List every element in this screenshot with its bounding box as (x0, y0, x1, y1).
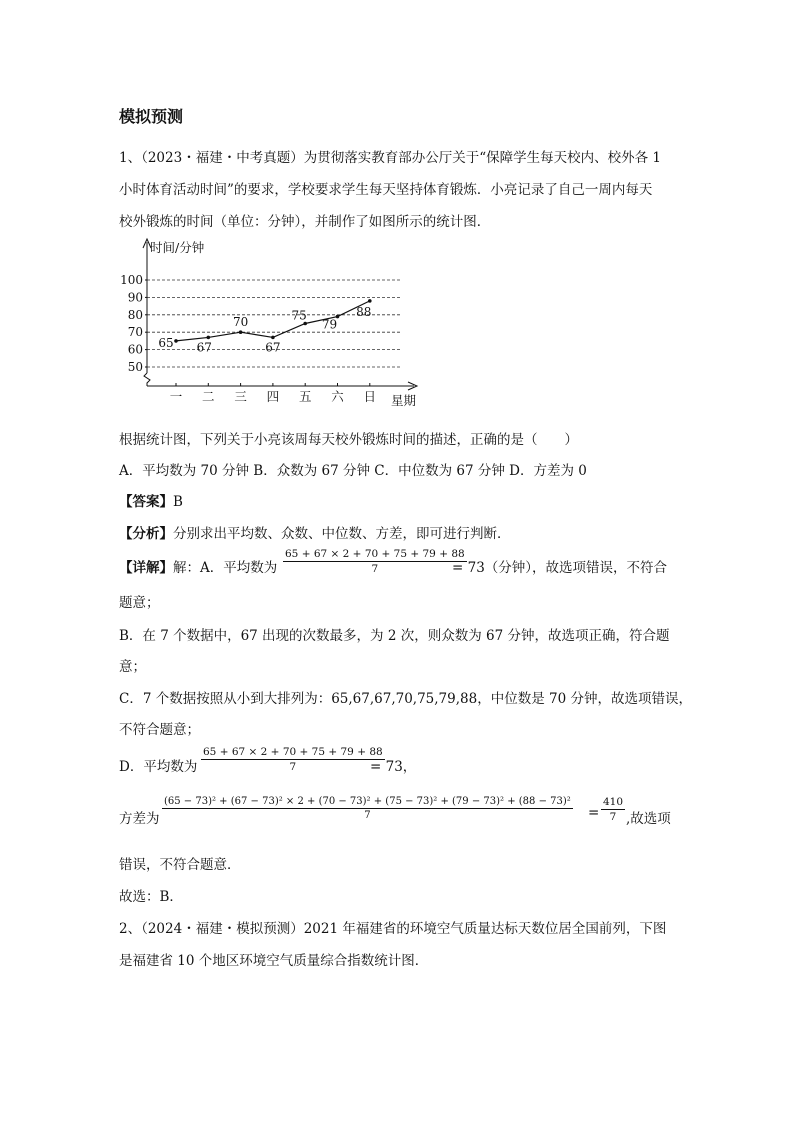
mean-numerator-d: 65 + 67 × 2 + 70 + 75 + 79 + 88 (203, 746, 383, 758)
y-tick-label: 60 (127, 342, 143, 357)
x-tick-label: 二 (202, 389, 215, 404)
detail-b-2: 意； (119, 659, 146, 675)
data-point (239, 330, 243, 334)
q2-line-1: 2、（2024・福建・模拟预测）2021 年福建省的环境空气质量达标天数位居全国前列，下图 (119, 921, 667, 937)
variance-result (601, 796, 625, 823)
detail-a-label (119, 556, 277, 576)
line-chart (118, 236, 428, 411)
variance-numerator: (65 − 73)² + (67 − 73)² × 2 + (70 − 73)² + (75 − 73)² + (79 − 73)² + (88 − 73)² (164, 796, 571, 807)
x-tick-label: 日 (363, 389, 377, 404)
analysis-text: 分别求出平均数、众数、中位数、方差，即可进行判断． (173, 526, 511, 542)
data-label: 88 (356, 304, 372, 319)
x-tick-label: 六 (331, 389, 344, 404)
variance-result-denominator: 7 (609, 811, 617, 823)
data-label: 67 (265, 340, 281, 355)
y-axis-label: 时间/分钟 (150, 240, 205, 255)
x-tick-label: 四 (266, 389, 280, 404)
mean-denominator: 7 (371, 563, 379, 575)
section-title: 模拟预测 (119, 107, 184, 126)
x-axis-label: 星期 (391, 393, 417, 408)
q2-line-2: 是福建省 10 个地区环境空气质量综合指数统计图． (119, 953, 429, 969)
data-label: 70 (232, 315, 249, 330)
detail-d-prefix: D．平均数为 (119, 759, 198, 775)
answer-value: B (173, 494, 183, 510)
analysis-tag: 【分析】 (119, 526, 173, 542)
mean-numerator: 65 + 67 × 2 + 70 + 75 + 79 + 88 (285, 548, 465, 560)
data-point (174, 339, 178, 343)
analysis-line (119, 522, 511, 542)
data-point (271, 336, 275, 340)
detail-d-continued: 错误，不符合题意． (119, 857, 241, 873)
data-point (207, 336, 211, 340)
detail-c-2: 不符合题意； (119, 722, 200, 738)
data-label: 67 (196, 340, 212, 355)
detail-b-1: B．在 7 个数据中，67 出现的次数最多，为 2 次，则众数为 67 分钟，故选项正确，符合题 (119, 628, 670, 644)
data-point (368, 299, 372, 303)
conclusion: 故选：B． (119, 889, 183, 905)
variance-equals: = (588, 805, 600, 821)
detail-a-continued: 题意； (119, 595, 160, 611)
data-label: 75 (291, 308, 307, 323)
variance-fraction (162, 796, 573, 821)
variance-prefix: 方差为 (119, 811, 160, 827)
x-tick-label: 三 (234, 389, 247, 404)
variance-result-numerator: 410 (603, 796, 624, 808)
x-tick-label: 五 (298, 389, 312, 404)
answer-line (119, 490, 183, 510)
detail-d-suffix: = 73， (370, 759, 417, 775)
q1-options: A．平均数为 70 分钟 B．众数为 67 分钟 C．中位数为 67 分钟 D．方差为 0 (119, 463, 587, 479)
series-line (176, 301, 370, 341)
variance-suffix: ,故选项 (626, 811, 671, 827)
y-tick-label: 90 (127, 290, 143, 305)
axis-break (144, 373, 150, 386)
q1-line-2: 小时体育活动时间”的要求，学校要求学生每天坚持体育锻炼．小亮记录了自己一周内每天 (119, 182, 653, 198)
mean-denominator-d: 7 (289, 761, 297, 773)
answer-tag: 【答案】 (119, 494, 173, 510)
detail-a-prefix: 解：A．平均数为 (173, 560, 278, 576)
mean-fraction-d (201, 746, 385, 773)
detail-tag: 【详解】 (119, 560, 173, 576)
q1-line-3: 校外锻炼的时间（单位：分钟），并制作了如图所示的统计图． (119, 214, 491, 230)
y-tick-label: 80 (127, 307, 143, 322)
mean-fraction-a (283, 548, 467, 575)
detail-a-suffix: = 73（分钟），故选项错误，不符合 (452, 560, 668, 576)
y-tick-label: 70 (127, 325, 143, 340)
q1-stem: 根据统计图，下列关于小亮该周每天校外锻炼时间的描述，正确的是（ ） (119, 432, 578, 448)
data-label: 79 (321, 317, 338, 332)
data-label: 65 (158, 335, 174, 350)
y-tick-label: 50 (127, 360, 143, 374)
variance-denominator: 7 (364, 810, 371, 821)
detail-c-1: C．7 个数据按照从小到大排列为：65,67,67,70,75,79,88，中位数是 70 分钟，故选项错误， (119, 691, 692, 707)
q1-line-1: 1、（2023・福建・中考真题）为贯彻落实教育部办公厅关于“保障学生每天校内、校外各 1 (119, 150, 661, 166)
y-tick-label: 100 (120, 273, 143, 287)
x-tick-label: 一 (169, 389, 183, 404)
